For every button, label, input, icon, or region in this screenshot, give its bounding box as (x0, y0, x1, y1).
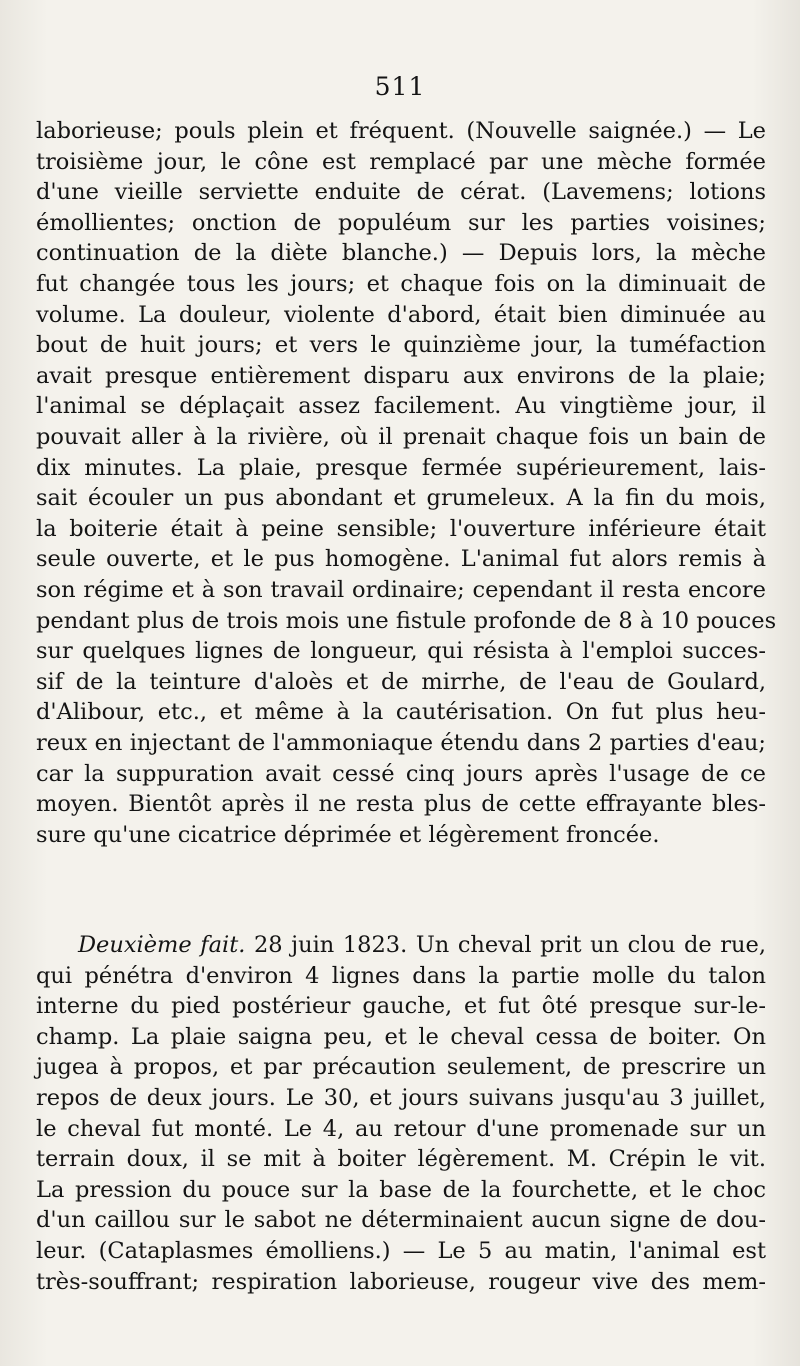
text-line: la boiterie était à peine sensible; l'ouverture inférieure était (36, 515, 766, 542)
text-line: seule ouverte, et le pus homogène. L'animal fut alors remis à (36, 546, 766, 573)
text-line: le cheval fut monté. Le 4, au retour d'une promenade sur un (36, 1115, 766, 1142)
text-line: interne du pied postérieur gauche, et fut ôté presque sur-le- (36, 993, 766, 1020)
text-line: pouvait aller à la rivière, où il prenait chaque fois un bain de (36, 424, 766, 450)
text-line: troisième jour, le cône est remplacé par une mèche formée (36, 148, 766, 175)
text-line: émollientes; onction de populéum sur les parties voisines; (36, 209, 766, 236)
text-line: son régime et à son travail ordinaire; cependant il resta encore (36, 577, 766, 603)
text-line: pendant plus de trois mois une fistule profonde de 8 à 10 pouces (36, 607, 777, 634)
text-line: très-souffrant; respiration laborieuse, rougeur vive des mem- (36, 1268, 766, 1295)
text-line: continuation de la diète blanche.) — Depuis lors, la mèche (36, 240, 766, 267)
paragraph-2-first-line (78, 930, 766, 960)
text-line: sure qu'une cicatrice déprimée et légèrement froncée. (36, 821, 660, 848)
text-line: La pression du pouce sur la base de la fourchette, et le choc (36, 1176, 766, 1203)
text-line: qui pénétra d'environ 4 lignes dans la partie molle du talon (36, 962, 766, 989)
text-line: reux en injectant de l'ammoniaque étendu dans 2 parties d'eau; (36, 730, 766, 756)
text-line: avait presque entièrement disparu aux environs de la plaie; (36, 362, 766, 389)
section-lead-italic: Deuxième fait. (78, 932, 246, 958)
text-line: leur. (Cataplasmes émolliens.) — Le 5 au matin, l'animal est (36, 1238, 766, 1264)
text-line: jugea à propos, et par précaution seulement, de prescrire un (36, 1054, 766, 1081)
text-line: l'animal se déplaçait assez facilement. Au vingtième jour, il (36, 393, 766, 420)
text-line: champ. La plaie saigna peu, et le cheval cessa de boiter. On (36, 1023, 766, 1050)
text-line: laborieuse; pouls plein et fréquent. (Nouvelle saignée.) — Le (36, 118, 766, 144)
text-line: car la suppuration avait cessé cinq jours après l'usage de ce (36, 760, 766, 787)
text-line: moyen. Bientôt après il ne resta plus de cette effrayante bles- (36, 791, 766, 818)
text-line: sait écouler un pus abondant et grumeleux. A la fin du mois, (36, 485, 766, 512)
text-line: sur quelques lignes de longueur, qui résista à l'emploi succes- (36, 638, 766, 665)
text-line: sif de la teinture d'aloès et de mirrhe, de l'eau de Goulard, (36, 668, 766, 695)
text-line: bout de huit jours; et vers le quinzième jour, la tuméfaction (36, 332, 766, 359)
text-line: d'Alibour, etc., et même à la cautérisation. On fut plus heu- (36, 699, 766, 726)
page-number: 511 (374, 72, 426, 101)
text-line: volume. La douleur, violente d'abord, était bien diminuée au (36, 301, 766, 328)
text-line: dix minutes. La plaie, presque fermée supérieurement, lais- (36, 454, 766, 481)
text-line: repos de deux jours. Le 30, et jours suivans jusqu'au 3 juillet, (36, 1085, 766, 1111)
text-line: terrain doux, il se mit à boiter légèrement. M. Crépin le vit. (36, 1146, 766, 1173)
text-line: d'une vieille serviette enduite de cérat. (Lavemens; lotions (36, 179, 766, 206)
text-line: fut changée tous les jours; et chaque fois on la diminuait de (36, 271, 766, 297)
first-line-text: 28 juin 1823. Un cheval prit un clou de rue, (245, 932, 766, 958)
text-line: d'un caillou sur le sabot ne déterminaient aucun signe de dou- (36, 1207, 766, 1234)
